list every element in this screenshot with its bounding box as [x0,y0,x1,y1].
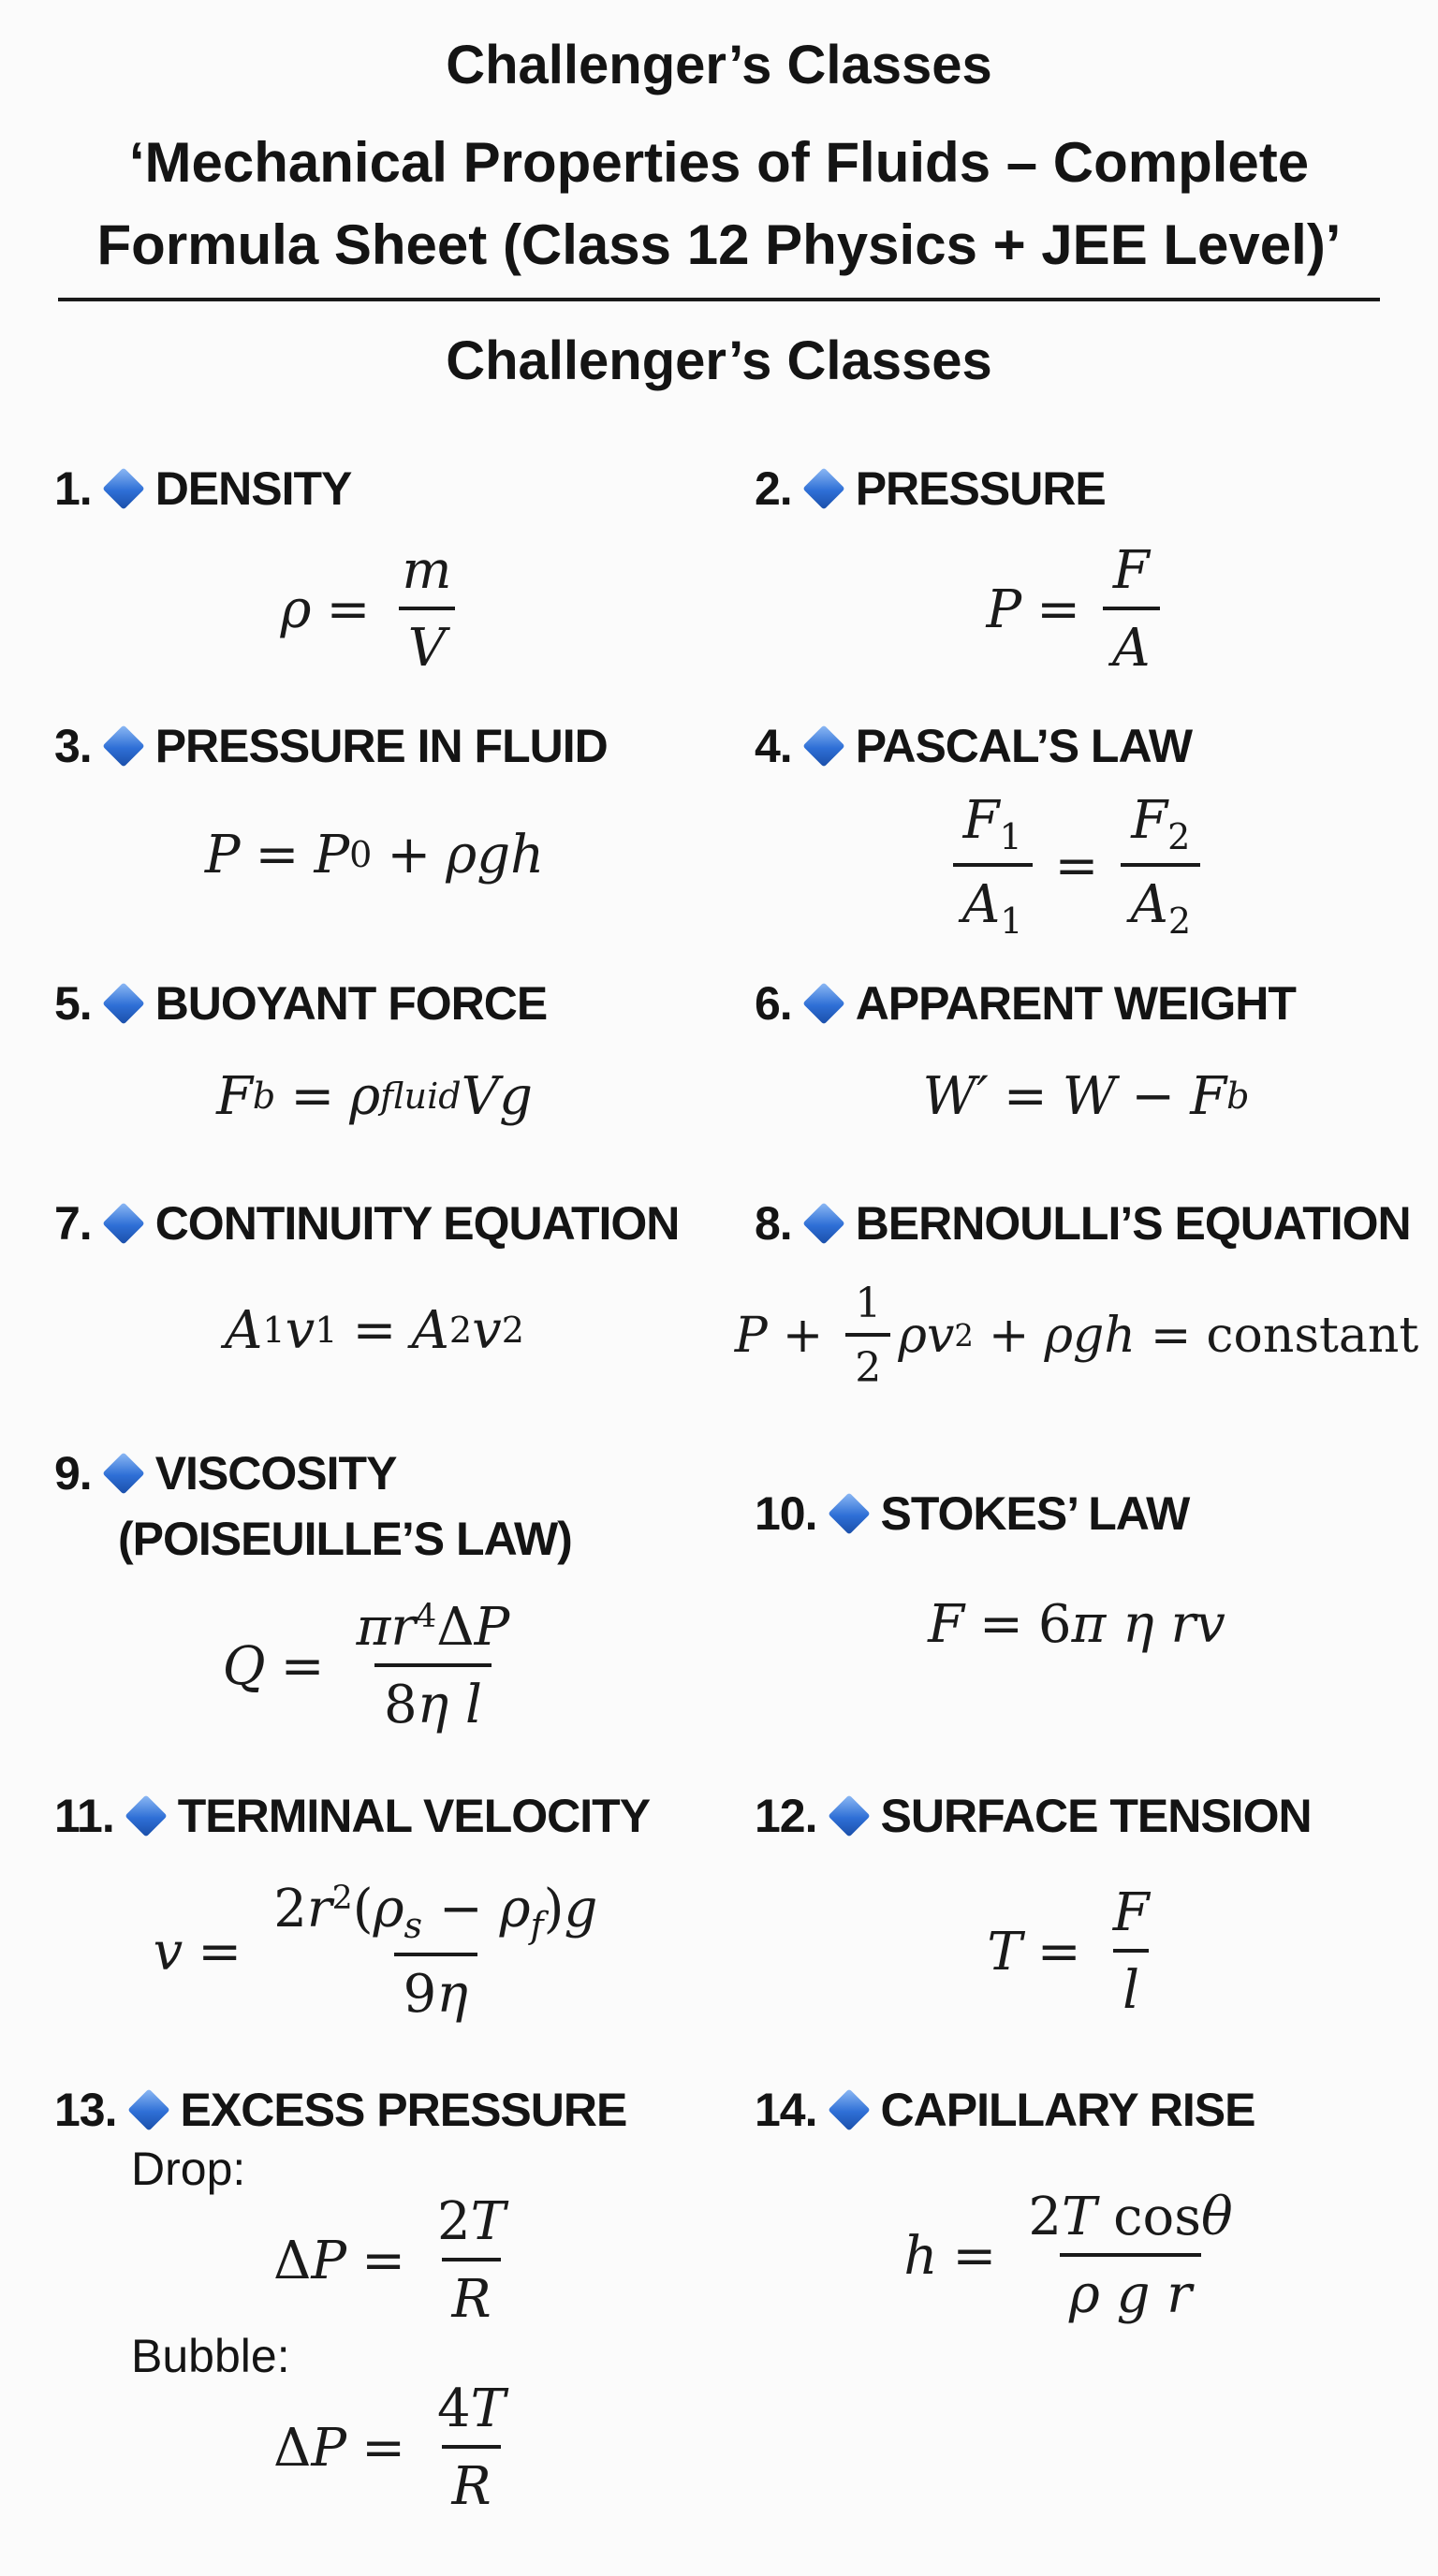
section-label: TERMINAL VELOCITY [177,1790,651,1842]
formula-continuity-equation: A 1 v 1 = A 2 v 2 [224,1299,525,1361]
section-label: BUOYANT FORCE [154,977,548,1030]
section-label: SURFACE TENSION [880,1790,1312,1842]
blue-diamond-icon [828,2088,870,2130]
blue-diamond-icon [802,982,844,1024]
formula-stokes-law: F = 6 π η rv [928,1593,1225,1655]
blue-diamond-icon [102,982,144,1024]
section-label: PRESSURE IN FLUID [154,720,608,772]
blue-diamond-icon [802,467,844,509]
section-number: 12. [755,1790,817,1842]
section-number: 4. [755,720,792,772]
section-heading-pressure [755,459,1106,519]
formula-bernoullis-equation: P + $\frac{1}{2}$ ρv 2 + ρgh = constant [734,1280,1419,1392]
blue-diamond-icon [127,2088,169,2130]
formula-buoyant-force: F b = ρ fluid Vg [216,1065,533,1127]
blue-diamond-icon [102,467,144,509]
section-label-line-2: (POISEUILLE’S LAW) [118,1513,572,1565]
formula-pressure: P = $\frac{F}{A}$ [936,549,1217,670]
section-label: DENSITY [154,462,352,515]
section-number: 5. [54,977,92,1030]
section-number: 3. [54,720,92,772]
blue-diamond-icon [125,1794,167,1837]
section-label: CAPILLARY RISE [880,2084,1255,2136]
section-heading-terminal-velocity [54,1786,650,1846]
page-title [0,122,1438,286]
formula-poiseuille-law: Q = $\frac{\pi r^4\Delta P}{\text{8η l}}$ [222,1597,510,1735]
section-label: EXCESS PRESSURE [180,2084,627,2136]
section-subheading-poiseuille [118,1509,572,1569]
blue-diamond-icon [828,1492,870,1534]
section-number: 10. [755,1487,817,1540]
section-number: 13. [54,2084,117,2136]
formula-excess-pressure-bubble: Δ P = $\frac{4T}{R}$ [272,2378,506,2517]
title-divider [58,298,1380,301]
section-label: PASCAL’S LAW [855,720,1193,772]
blue-diamond-icon [102,1202,144,1244]
section-label: APPARENT WEIGHT [855,977,1296,1030]
section-heading-surface-tension [755,1786,1312,1846]
section-label: CONTINUITY EQUATION [154,1197,680,1250]
drop-label: Drop: [131,2143,246,2195]
formula-apparent-weight: W′ = W − F b [922,1065,1250,1127]
formula-pressure-in-fluid: P = P 0 + ρgh [204,824,545,886]
title-line-1: ‘Mechanical Properties of Fluids – Complete [128,131,1310,194]
section-heading-capillary-rise [755,2080,1255,2140]
formula-density: ρ = $\frac{m}{V}$ [234,549,515,670]
section-label: PRESSURE [855,462,1106,515]
constant-text: constant [1206,1308,1419,1364]
section-heading-pressure-in-fluid [54,716,608,776]
formula-capillary-rise: h = $\frac{\text{2T cosθ}}{\text{ρ g r}}$ [903,2187,1233,2325]
section-heading-apparent-weight [755,973,1296,1033]
section-heading-density [54,459,351,519]
section-number: 7. [54,1197,92,1250]
formula-terminal-velocity: v = $\frac{2r^2(\rho_s - \rho_f)g}{9\eta}$ [153,1879,598,2025]
formula-pascals-law: $\frac{F_1}{A_1}$ = $\frac{F_2}{A_2}$ [889,796,1264,936]
blue-diamond-icon [102,724,144,767]
blue-diamond-icon [802,1202,844,1244]
brand-name-top: Challenger’s Classes [446,35,992,95]
blue-diamond-icon [802,724,844,767]
section-label: BERNOULLI’S EQUATION [855,1197,1411,1250]
title-line-2: Formula Sheet (Class 12 Physics + JEE Level)’ [96,213,1342,276]
bubble-label: Bubble: [131,2330,290,2382]
section-heading-stokes-law [755,1484,1189,1544]
section-label: STOKES’ LAW [880,1487,1190,1540]
section-heading-pascals-law [755,716,1192,776]
blue-diamond-icon [828,1794,870,1837]
section-heading-viscosity [54,1443,396,1503]
section-number: 6. [755,977,792,1030]
formula-surface-tension: T = $\frac{F}{l}$ [987,1882,1150,2021]
section-heading-continuity-equation [54,1193,679,1253]
section-number: 11. [54,1790,114,1842]
section-label: VISCOSITY [154,1447,397,1500]
brand-name-bottom: Challenger’s Classes [446,330,992,391]
section-number: 14. [755,2084,817,2136]
section-number: 8. [755,1197,792,1250]
section-heading-excess-pressure [54,2080,626,2140]
formula-excess-pressure-drop: Δ P = $\frac{2T}{R}$ [272,2191,506,2330]
section-number: 1. [54,462,92,515]
section-number: 9. [54,1447,92,1500]
section-number: 2. [755,462,792,515]
section-heading-bernoullis-equation [755,1193,1411,1253]
blue-diamond-icon [102,1452,144,1494]
section-heading-buoyant-force [54,973,547,1033]
